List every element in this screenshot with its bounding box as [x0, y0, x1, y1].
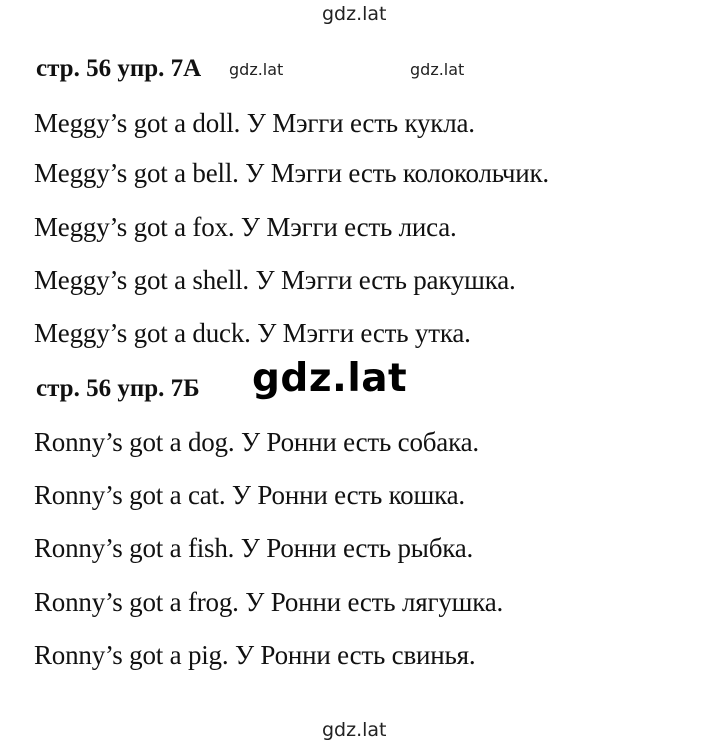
section-a-heading: стр. 56 упр. 7А [36, 55, 202, 82]
watermark-inline-2: gdz.lat [410, 60, 465, 79]
watermark-top: gdz.lat [322, 3, 387, 25]
section-b-line: Ronny’s got a pig. У Ронни есть свинья. [34, 640, 476, 670]
section-a-line: Meggy’s got a bell. У Мэгги есть колокольчик. [34, 158, 549, 188]
section-a-line: Meggy’s got a duck. У Мэгги есть утка. [34, 318, 471, 348]
watermark-inline-1: gdz.lat [229, 60, 284, 79]
section-b-line: Ronny’s got a cat. У Ронни есть кошка. [34, 480, 465, 510]
section-b-line: Ronny’s got a dog. У Ронни есть собака. [34, 427, 479, 457]
watermark-large: gdz.lat [252, 356, 408, 401]
section-a-line: Meggy’s got a doll. У Мэгги есть кукла. [34, 108, 475, 138]
section-a-line: Meggy’s got a fox. У Мэгги есть лиса. [34, 212, 457, 242]
section-a-line: Meggy’s got a shell. У Мэгги есть ракушка. [34, 265, 516, 295]
section-b-line: Ronny’s got a frog. У Ронни есть лягушка. [34, 587, 504, 617]
watermark-bottom: gdz.lat [322, 719, 387, 741]
section-b-line: Ronny’s got a fish. У Ронни есть рыбка. [34, 533, 474, 563]
section-b-heading: стр. 56 упр. 7Б [36, 375, 200, 402]
